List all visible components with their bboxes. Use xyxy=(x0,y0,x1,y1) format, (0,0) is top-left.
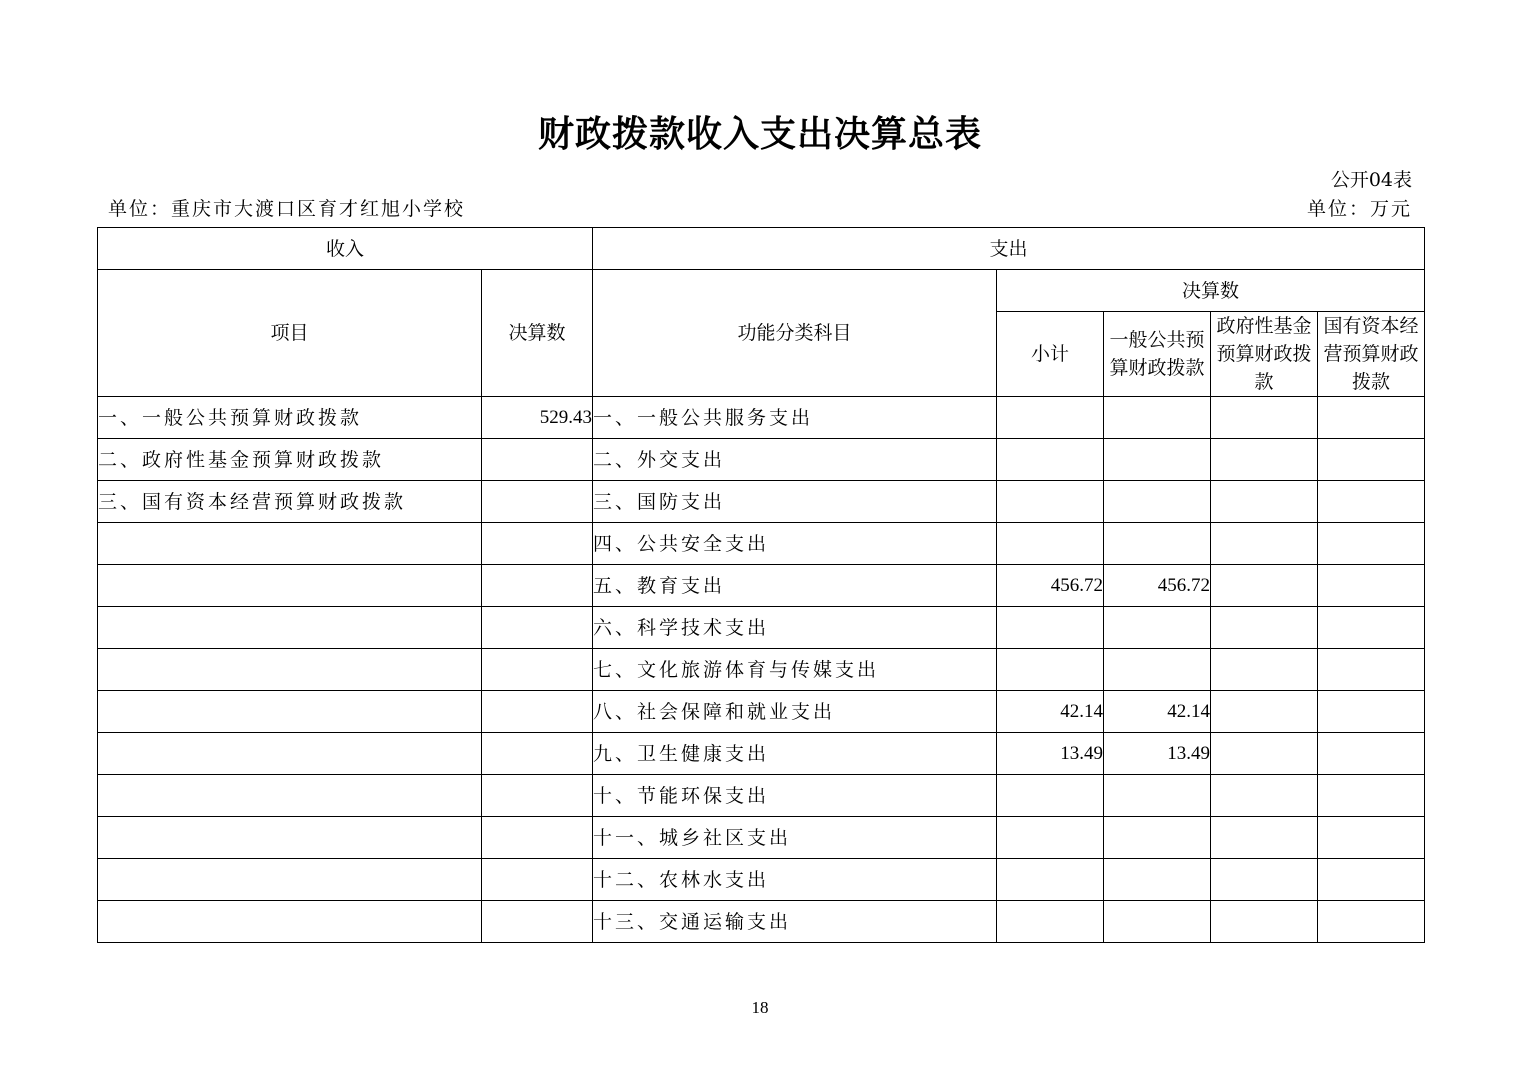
table-body xyxy=(98,397,1425,943)
state-capital-cell xyxy=(1318,439,1425,481)
general-budget-cell: 456.72 xyxy=(1104,565,1211,607)
expense-item-cell: 十一、城乡社区支出 xyxy=(593,817,997,859)
income-amount-cell xyxy=(482,775,593,817)
subtotal-cell: 42.14 xyxy=(997,691,1104,733)
expense-final-header: 决算数 xyxy=(997,270,1425,312)
table-row xyxy=(98,901,1425,943)
income-item-cell xyxy=(98,523,482,565)
table-row xyxy=(98,607,1425,649)
income-amount-cell xyxy=(482,859,593,901)
general-budget-cell xyxy=(1104,859,1211,901)
gov-fund-cell xyxy=(1211,649,1318,691)
state-capital-cell xyxy=(1318,481,1425,523)
page-title: 财政拨款收入支出决算总表 xyxy=(537,114,982,155)
state-capital-cell xyxy=(1318,775,1425,817)
expense-item-cell: 十、节能环保支出 xyxy=(593,775,997,817)
general-budget-cell xyxy=(1104,901,1211,943)
income-item-cell xyxy=(98,901,482,943)
table-row xyxy=(98,691,1425,733)
state-capital-cell xyxy=(1318,733,1425,775)
subtotal-cell xyxy=(997,817,1104,859)
subtotal-cell xyxy=(997,649,1104,691)
subtotal-cell xyxy=(997,523,1104,565)
income-amount-cell xyxy=(482,439,593,481)
expense-item-cell: 八、社会保障和就业支出 xyxy=(593,691,997,733)
page-number: 18 xyxy=(751,998,769,1017)
expense-item-cell: 七、文化旅游体育与传媒支出 xyxy=(593,649,997,691)
state-capital-cell xyxy=(1318,607,1425,649)
expense-item-cell: 一、一般公共服务支出 xyxy=(593,397,997,439)
income-item-cell xyxy=(98,859,482,901)
income-amount-cell: 529.43 xyxy=(482,397,593,439)
subtotal-cell xyxy=(997,859,1104,901)
subtotal-header: 小计 xyxy=(997,312,1104,397)
income-final-header: 决算数 xyxy=(482,270,593,397)
state-capital-cell xyxy=(1318,859,1425,901)
general-budget-cell: 42.14 xyxy=(1104,691,1211,733)
income-item-cell xyxy=(98,775,482,817)
general-budget-cell xyxy=(1104,775,1211,817)
general-budget-cell xyxy=(1104,523,1211,565)
general-budget-cell xyxy=(1104,649,1211,691)
subtotal-cell xyxy=(997,775,1104,817)
income-item-cell xyxy=(98,649,482,691)
general-budget-cell xyxy=(1104,397,1211,439)
general-budget-header: 一般公共预算财政拨款 xyxy=(1104,312,1211,397)
subtotal-cell: 13.49 xyxy=(997,733,1104,775)
state-capital-cell xyxy=(1318,649,1425,691)
unit-currency: 单位：万元 xyxy=(1306,198,1412,220)
form-number: 公开04表 xyxy=(1330,169,1412,191)
state-capital-cell xyxy=(1318,817,1425,859)
general-budget-cell xyxy=(1104,817,1211,859)
expense-item-cell: 十二、农林水支出 xyxy=(593,859,997,901)
income-amount-cell xyxy=(482,649,593,691)
income-amount-cell xyxy=(482,733,593,775)
income-item-cell xyxy=(98,817,482,859)
gov-fund-cell xyxy=(1211,817,1318,859)
subtotal-cell xyxy=(997,439,1104,481)
table-row xyxy=(98,775,1425,817)
expense-item-cell: 十三、交通运输支出 xyxy=(593,901,997,943)
income-amount-cell xyxy=(482,817,593,859)
income-item-cell: 一、一般公共预算财政拨款 xyxy=(98,397,482,439)
gov-fund-cell xyxy=(1211,859,1318,901)
income-header: 收入 xyxy=(98,228,593,270)
unit-organization: 单位：重庆市大渡口区育才红旭小学校 xyxy=(108,198,466,220)
table-row xyxy=(98,397,1425,439)
general-budget-cell xyxy=(1104,439,1211,481)
income-amount-cell xyxy=(482,481,593,523)
state-capital-header: 国有资本经营预算财政拨款 xyxy=(1318,312,1425,397)
expense-item-cell: 九、卫生健康支出 xyxy=(593,733,997,775)
gov-fund-header: 政府性基金预算财政拨款 xyxy=(1211,312,1318,397)
income-amount-cell xyxy=(482,901,593,943)
gov-fund-cell xyxy=(1211,901,1318,943)
expense-header: 支出 xyxy=(593,228,1425,270)
income-item-cell: 三、国有资本经营预算财政拨款 xyxy=(98,481,482,523)
table-row xyxy=(98,523,1425,565)
income-item-cell xyxy=(98,733,482,775)
gov-fund-cell xyxy=(1211,733,1318,775)
subtotal-cell xyxy=(997,607,1104,649)
general-budget-cell xyxy=(1104,481,1211,523)
gov-fund-cell xyxy=(1211,523,1318,565)
table-row xyxy=(98,565,1425,607)
item-header: 项目 xyxy=(98,270,482,397)
table-row xyxy=(98,817,1425,859)
subtotal-cell: 456.72 xyxy=(997,565,1104,607)
income-amount-cell xyxy=(482,691,593,733)
gov-fund-cell xyxy=(1211,439,1318,481)
income-item-cell: 二、政府性基金预算财政拨款 xyxy=(98,439,482,481)
state-capital-cell xyxy=(1318,523,1425,565)
gov-fund-cell xyxy=(1211,691,1318,733)
income-amount-cell xyxy=(482,523,593,565)
expense-item-cell: 六、科学技术支出 xyxy=(593,607,997,649)
table-row xyxy=(98,481,1425,523)
income-amount-cell xyxy=(482,565,593,607)
income-amount-cell xyxy=(482,607,593,649)
gov-fund-cell xyxy=(1211,775,1318,817)
subtotal-cell xyxy=(997,901,1104,943)
general-budget-cell: 13.49 xyxy=(1104,733,1211,775)
subtotal-cell xyxy=(997,481,1104,523)
state-capital-cell xyxy=(1318,691,1425,733)
expense-item-cell: 五、教育支出 xyxy=(593,565,997,607)
table-row xyxy=(98,649,1425,691)
table-row xyxy=(98,733,1425,775)
general-budget-cell xyxy=(1104,607,1211,649)
expense-item-cell: 四、公共安全支出 xyxy=(593,523,997,565)
budget-table xyxy=(97,227,1425,943)
state-capital-cell xyxy=(1318,565,1425,607)
table-row xyxy=(98,859,1425,901)
subtotal-cell xyxy=(997,397,1104,439)
gov-fund-cell xyxy=(1211,481,1318,523)
expense-item-cell: 三、国防支出 xyxy=(593,481,997,523)
func-category-header: 功能分类科目 xyxy=(593,270,997,397)
gov-fund-cell xyxy=(1211,565,1318,607)
income-item-cell xyxy=(98,565,482,607)
table-row xyxy=(98,439,1425,481)
income-item-cell xyxy=(98,607,482,649)
gov-fund-cell xyxy=(1211,607,1318,649)
income-item-cell xyxy=(98,691,482,733)
gov-fund-cell xyxy=(1211,397,1318,439)
state-capital-cell xyxy=(1318,397,1425,439)
state-capital-cell xyxy=(1318,901,1425,943)
expense-item-cell: 二、外交支出 xyxy=(593,439,997,481)
